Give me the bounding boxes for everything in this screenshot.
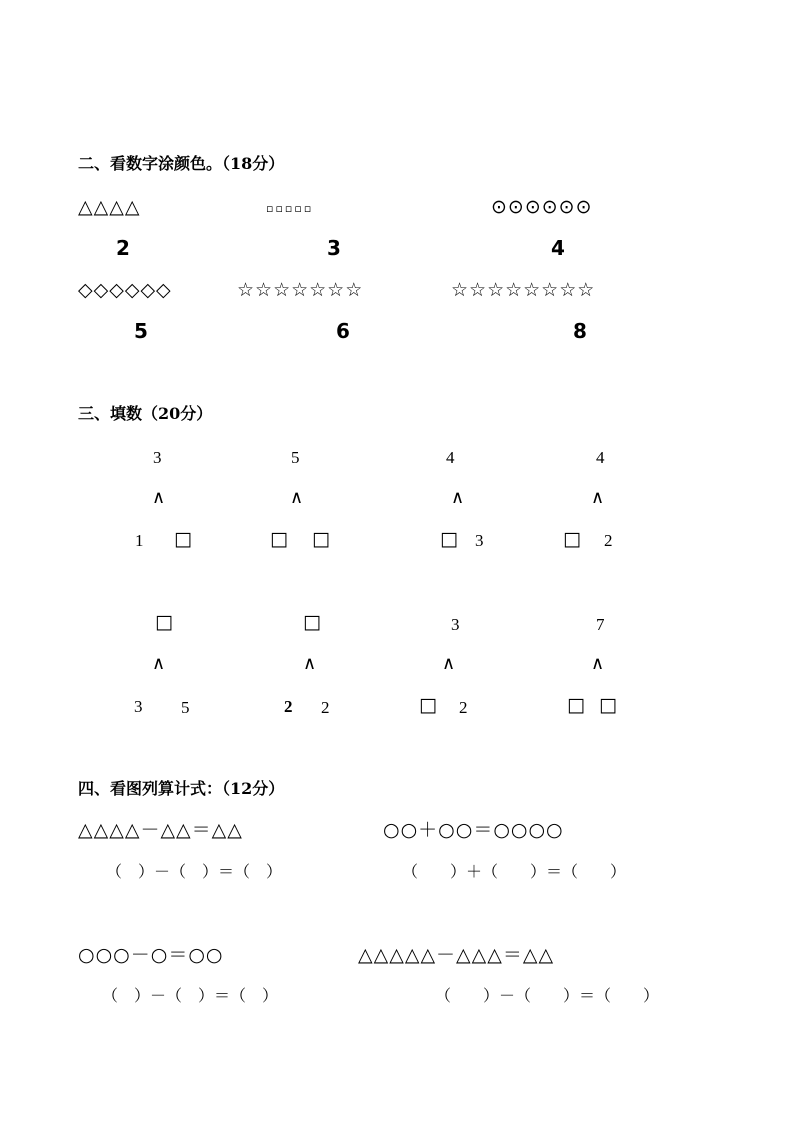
- answer-box[interactable]: □: [567, 694, 585, 716]
- number-label: 2: [116, 236, 130, 260]
- answer-box[interactable]: □: [174, 528, 192, 550]
- tree-top: 4: [596, 448, 605, 467]
- number-label: 6: [336, 319, 350, 343]
- branch-symbol: ∧: [591, 487, 605, 508]
- picture-equation: ○○○－○＝○○: [78, 944, 224, 966]
- triangles-group: △△△△: [78, 196, 141, 218]
- tree-right: 2: [604, 531, 613, 550]
- tree-left: 3: [134, 697, 143, 716]
- answer-box[interactable]: □: [312, 528, 330, 550]
- tree-top: 7: [596, 615, 605, 634]
- branch-symbol: ∧: [290, 487, 304, 508]
- stars-group: ☆☆☆☆☆☆☆☆: [451, 279, 596, 301]
- diamonds-group: ◇◇◇◇◇◇: [78, 279, 172, 301]
- number-label: 4: [551, 236, 565, 260]
- answer-box[interactable]: □: [155, 611, 173, 633]
- answer-blanks[interactable]: （ ）－（ ）＝（ ）: [435, 986, 660, 1005]
- circles-group: ⊙⊙⊙⊙⊙⊙: [491, 196, 593, 218]
- answer-blanks[interactable]: （ ）＋（ ）＝（ ）: [402, 862, 627, 881]
- tree-top: 5: [291, 448, 300, 467]
- number-label: 5: [134, 319, 148, 343]
- section-4-heading: 四、看图列算计式：（12分）: [78, 779, 285, 798]
- answer-box[interactable]: □: [440, 528, 458, 550]
- tree-left: 2: [284, 697, 293, 716]
- branch-symbol: ∧: [451, 487, 465, 508]
- section-2-heading: 二、看数字涂颜色。（18分）: [78, 154, 285, 173]
- answer-box[interactable]: □: [599, 694, 617, 716]
- tree-right: 3: [475, 531, 484, 550]
- tree-top: 4: [446, 448, 455, 467]
- branch-symbol: ∧: [152, 653, 166, 674]
- answer-box[interactable]: □: [419, 694, 437, 716]
- branch-symbol: ∧: [303, 653, 317, 674]
- number-label: 8: [573, 319, 587, 343]
- tree-right: 2: [321, 698, 330, 717]
- answer-box[interactable]: □: [563, 528, 581, 550]
- answer-blanks[interactable]: （ ）－（ ）＝（ ）: [102, 986, 279, 1005]
- picture-equation: ○○＋○○＝○○○○: [383, 819, 564, 841]
- number-label: 3: [327, 236, 341, 260]
- picture-equation: △△△△△－△△△＝△△: [358, 944, 555, 966]
- tree-right: 2: [459, 698, 468, 717]
- stars-group: ☆☆☆☆☆☆☆: [237, 279, 364, 301]
- section-3-heading: 三、填数（20分）: [78, 404, 213, 423]
- picture-equation: △△△△－△△＝△△: [78, 819, 243, 841]
- tree-top: 3: [153, 448, 162, 467]
- squares-group: ▫▫▫▫▫: [266, 202, 314, 215]
- branch-symbol: ∧: [442, 653, 456, 674]
- branch-symbol: ∧: [152, 487, 166, 508]
- tree-top: 3: [451, 615, 460, 634]
- answer-blanks[interactable]: （ ）－（ ）＝（ ）: [106, 862, 283, 881]
- tree-right: 5: [181, 698, 190, 717]
- answer-box[interactable]: □: [270, 528, 288, 550]
- answer-box[interactable]: □: [303, 611, 321, 633]
- tree-left: 1: [135, 531, 144, 550]
- branch-symbol: ∧: [591, 653, 605, 674]
